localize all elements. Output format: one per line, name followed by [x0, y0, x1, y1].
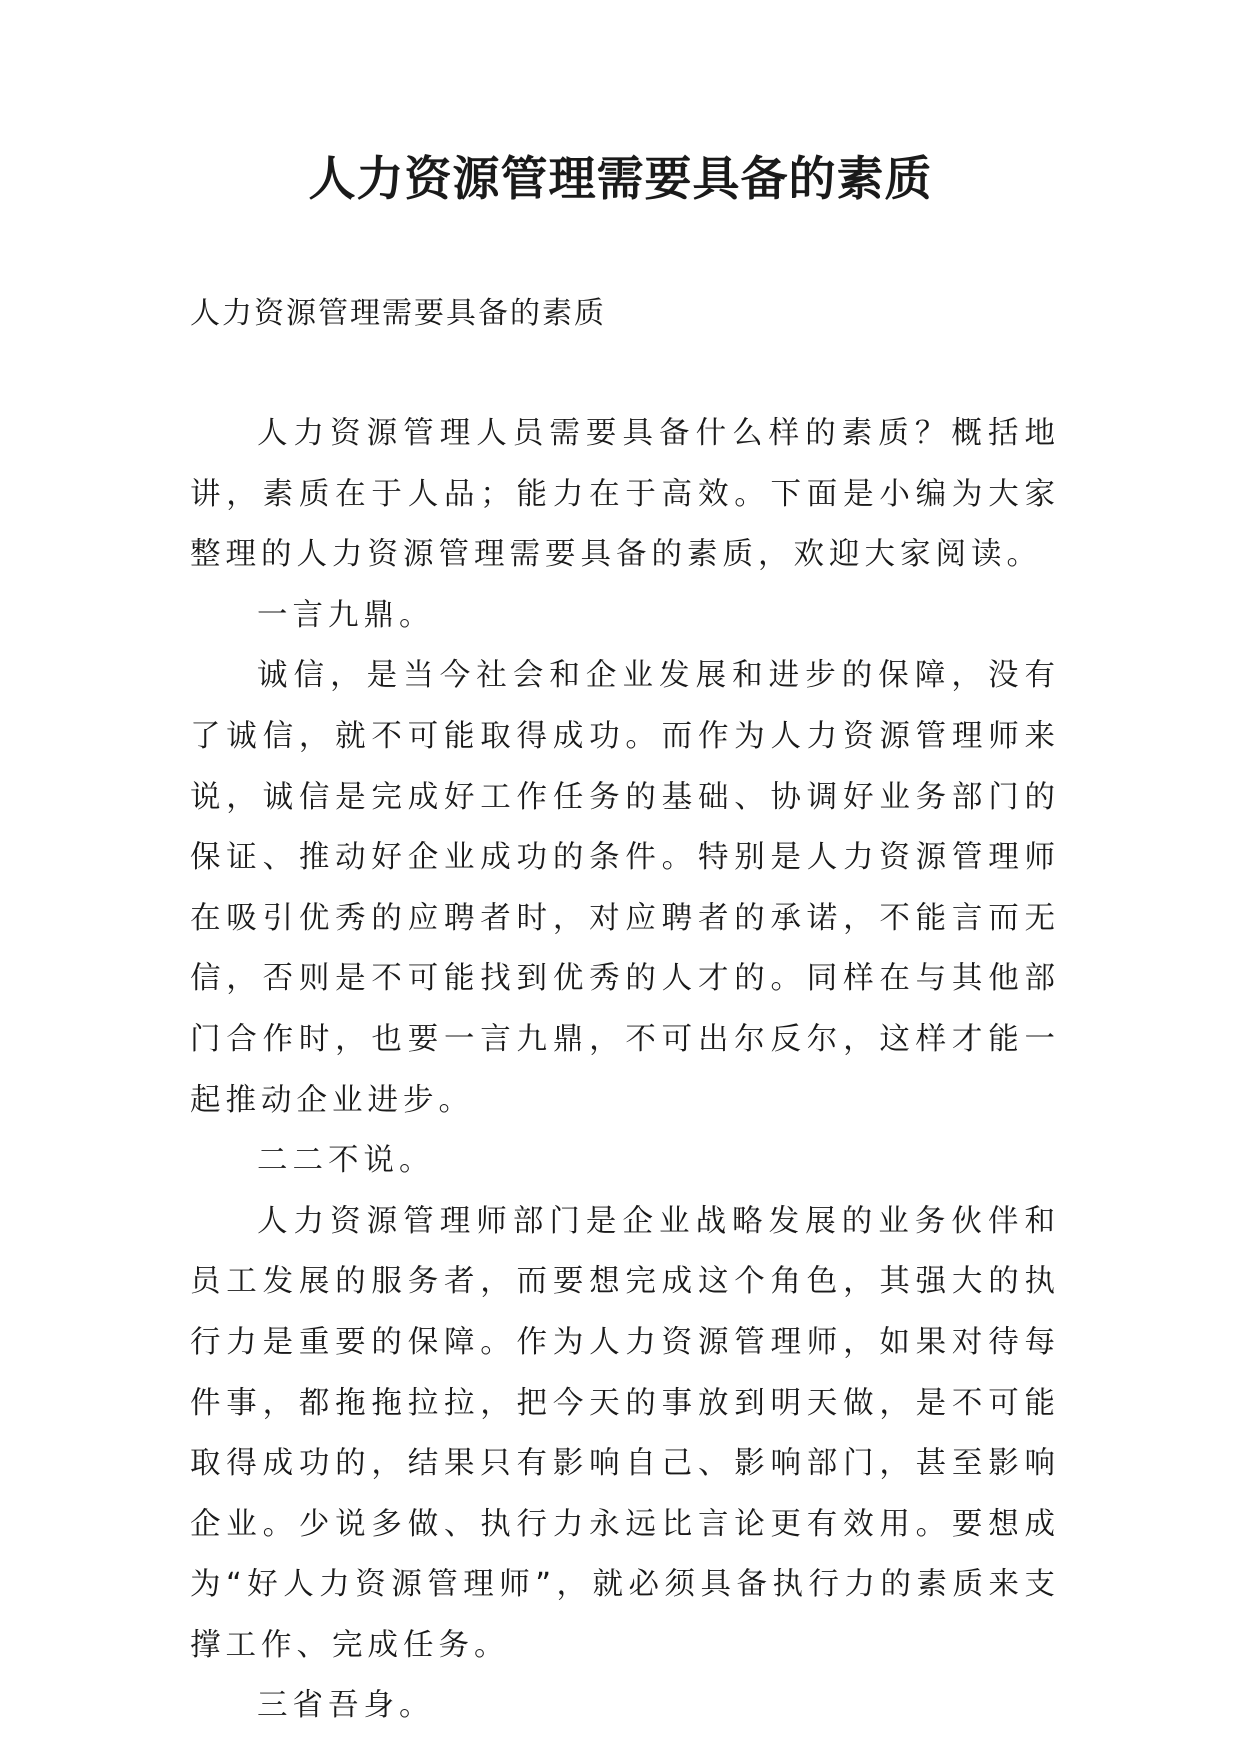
heading-er-er-bu-shuo: 二二不说。 — [257, 1143, 435, 1179]
heading-san-xing-wu-shen: 三省吾身。 — [257, 1688, 435, 1724]
paragraph-intro: 人力资源管理人员需要具备什么样的素质？概括地讲，素质在于人品；能力在于高效。下面是小编为大家整理的人力资源管理需要具备的素质，欢迎大家阅读。 — [190, 416, 1060, 573]
paragraph-integrity: 诚信，是当今社会和企业发展和进步的保障，没有了诚信，就不可能取得成功。而作为人力资源管理师来说，诚信是完成好工作任务的基础、协调好业务部门的保证、推动好企业成功的条件。特别是人力资源管理师在吸引优秀的应聘者时，对应聘者的承诺，不能言而无信，否则是不可能找到优秀的人才的。同样在与其他部门合作时，也要一言九鼎，不可出尔反尔，这样才能一起推动企业进步。 — [190, 658, 1060, 1118]
paragraph-execution: 人力资源管理师部门是企业战略发展的业务伙伴和员工发展的服务者，而要想完成这个角色，其强大的执行力是重要的保障。作为人力资源管理师，如果对待每件事，都拖拖拉拉，把今天的事放到明天做，是不可能取得成功的，结果只有影响自己、影响部门，甚至影响企业。少说多做、执行力永远比言论更有效用。要想成为“好人力资源管理师”，就必须具备执行力的素质来支撑工作、完成任务。 — [190, 1203, 1060, 1663]
document-body — [190, 404, 1060, 1737]
document-subtitle: 人力资源管理需要具备的素质 — [190, 296, 606, 331]
document-title: 人力资源管理需要具备的素质 — [308, 152, 933, 207]
heading-yi-yan-jiu-ding: 一言九鼎。 — [257, 597, 435, 633]
